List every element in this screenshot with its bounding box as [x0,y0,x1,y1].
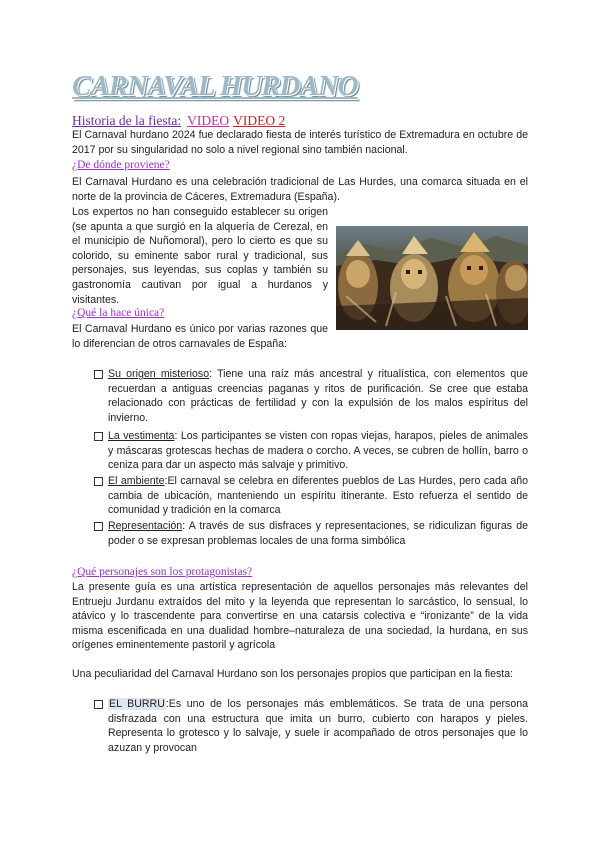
reason-description: : Los participantes se visten con ropas viejas, harapos, pieles de animales y máscaras grotescas hechas de madera o corcho. A veces, se cubren de hollín, barro o ceniza para dar un aspecto más salvaje y primitivo. [108,430,529,472]
reason-description: :El carnaval se celebra en diferentes pueblos de Las Hurdes, pero cada año cambia de ubicación, manteniendo un espíritu itinerante. Esto refuerza el sentido de comunidad y tradición en la comarca [108,475,528,517]
reason-item [94,429,528,473]
reason-text [108,367,528,425]
unique-paragraph: El Carnaval Hurdano es único por varias razones que lo diferencian de otros carnavales de España: [72,323,328,350]
history-heading-text: Historia de la fiesta: [72,113,182,128]
character-term: EL BURRU [109,698,165,710]
peculiarity-paragraph: Una peculiaridad del Carnaval Hurdano son los personajes propios que participan en la fiesta: [72,668,514,680]
video-link-1[interactable]: VIDEO [187,113,230,128]
origin-heading: ¿De dónde proviene? [72,159,170,171]
checkbox[interactable] [94,522,103,531]
reason-term: Representación [108,520,183,532]
reason-text [108,519,528,548]
reason-description: : A través de sus disfraces y representaciones, se ridiculizan figuras de poder o se expresan problemas locales de una forma simbólica [108,520,528,547]
reason-item [94,474,528,518]
checkbox[interactable] [94,370,103,379]
character-item [94,697,528,755]
experts-paragraph: Los expertos no han conseguido establecer su origen (se apunta a que surgió en la alquería de Cerezal, en el municipio de Nuñomoral), pero lo cierto es que su colorido, su eminente sabor rural y tradicional, sus personajes, sus leyendas, sus coplas y también su gastronomía cautivan por igual a hurdanos y visitantes. [72,206,328,306]
reason-text [108,474,528,518]
checkbox[interactable] [94,700,103,709]
origin-paragraph: El Carnaval Hurdano es una celebración tradicional de Las Hurdes, una comarca situada en el norte de la provincia de Cáceres, Extremadura (España). [72,176,528,203]
character-text [108,697,528,755]
protagonists-heading: ¿Qué personajes son los protagonistas? [72,566,253,578]
document-title: CARNAVAL HURDANO [72,70,358,102]
reason-text [108,429,528,473]
unique-heading: ¿Qué la hace única? [72,307,165,319]
protagonists-paragraph: La presente guía es una artística representación de aquellos personajes más relevantes del Entrueju Jurdanu extraídos del mito y la leyenda que representan lo sarcástico, lo sensual, lo atávico y lo trascendente para convertirse en una catarsis colectiva e “ironizante” de la vida misma escenificada en una dualidad hombre–naturaleza de una sociedad, la hurdana, en sus orígenes eminentemente pastoril y agrícola [72,581,528,652]
video-link-2[interactable]: VIDEO 2 [233,113,286,128]
reason-term: La vestimenta [108,430,175,442]
character-description: :Es uno de los personajes más emblemáticos. Se trata de una persona disfrazada con una estructura que imita un burro, cubierto con harapos y pieles. Representa lo grotesco y lo salvaje, y suele ir acompañado de otros personajes que lo azuzan y provocan [108,698,528,754]
intro-paragraph: El Carnaval hurdano 2024 fue declarado fiesta de interés turístico de Extremadura en octubre de 2017 por su singularidad no solo a nivel regional sino también nacional. [72,129,528,156]
reason-description: : Tiene una raíz más ancestral y ritualística, con elementos que recuerdan a antiguas creencias paganas y ritos de purificación. Se cree que estaba relacionado con prácticas de fertilidad y con la expulsión de los malos espíritus del invierno. [108,368,528,424]
reason-item [94,519,528,548]
reason-term: El ambiente [108,475,165,487]
reason-term: Su origen misterioso [108,368,210,380]
reason-item [94,367,528,425]
carnival-photo [336,226,528,330]
checkbox[interactable] [94,477,103,486]
checkbox[interactable] [94,432,103,441]
history-heading [72,113,285,129]
carnival-photo-illustration [336,226,528,330]
